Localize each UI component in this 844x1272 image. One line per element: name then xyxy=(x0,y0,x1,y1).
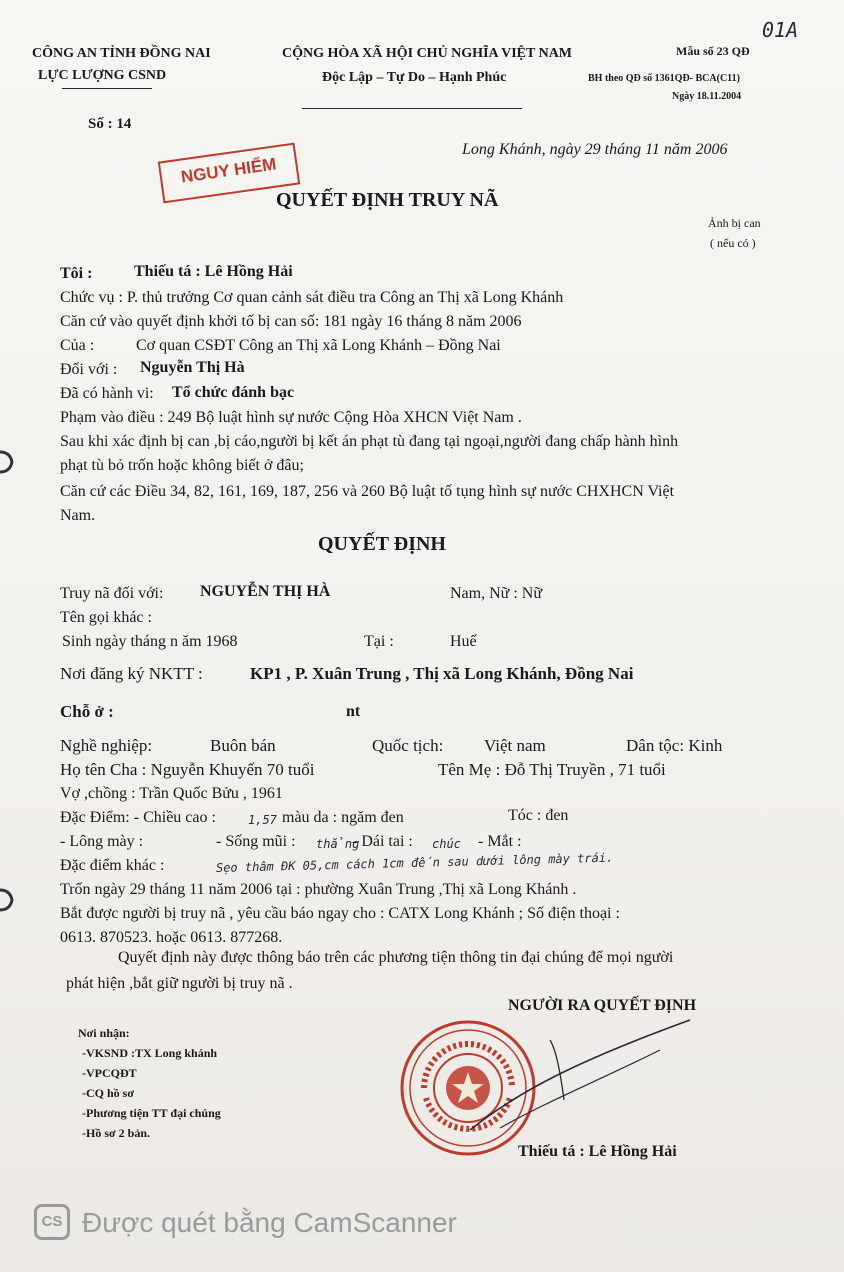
signer-name: Thiếu tá : Lê Hồng Hải xyxy=(518,1143,677,1160)
sinh-ngay: Sinh ngày tháng n ăm 1968 xyxy=(62,633,238,650)
nktt-label: Nơi đăng ký NKTT : xyxy=(60,664,203,683)
form-number: Mẫu số 23 QĐ xyxy=(676,44,750,58)
thong-bao-line2: phát hiện ,bắt giữ người bị truy nã . xyxy=(66,975,293,992)
agency-line2: LỰC LƯỢNG CSND xyxy=(38,68,167,83)
phones: 0613. 870523. hoặc 0613. 877268. xyxy=(60,929,283,946)
document-title: QUYẾT ĐỊNH TRUY NÃ xyxy=(276,189,499,211)
tron-ngay: Trốn ngày 29 tháng 11 năm 2006 tại : phường Xuân Trung ,Thị xã Long Khánh . xyxy=(60,881,577,898)
nghe-label: Nghề nghiệp: xyxy=(60,736,153,755)
song-mui: - Sống mũi : xyxy=(216,833,296,850)
camscanner-watermark: Được quét bằng CamScanner xyxy=(82,1207,457,1238)
recipient-item: -Phương tiện TT đại chúng xyxy=(82,1106,221,1120)
cho-o-value: nt xyxy=(346,703,361,720)
cho-o-label: Chỗ ở : xyxy=(60,702,114,721)
nghe-value: Buôn bán xyxy=(210,736,276,755)
gender: Nam, Nữ : Nữ xyxy=(450,585,542,602)
toc: Tóc : đen xyxy=(508,807,569,824)
doi-voi-label: Đối với : xyxy=(60,361,118,378)
decision-title: QUYẾT ĐỊNH xyxy=(318,533,446,555)
recipient-item: -VPCQĐT xyxy=(82,1066,137,1080)
danger-stamp: NGUY HIỂM xyxy=(158,143,301,204)
place-date: Long Khánh, ngày 29 tháng 11 năm 2006 xyxy=(462,141,728,158)
recipient-item: -CQ hồ sơ xyxy=(82,1086,134,1100)
quoc-tich-value: Việt nam xyxy=(484,736,546,755)
hanh-vi-value: Tổ chức đánh bạc xyxy=(172,384,295,401)
tai-value: Huế xyxy=(450,633,477,650)
thong-bao-line1: Quyết định này được thông báo trên các phương tiện thông tin đại chúng để mọi người xyxy=(118,949,674,966)
photo-label: Ảnh bị can xyxy=(708,216,761,230)
recipients-label: Nơi nhận: xyxy=(78,1026,130,1040)
father: Họ tên Cha : Nguyễn Khuyến 70 tuổi xyxy=(60,760,315,779)
form-date: Ngày 18.11.2004 xyxy=(672,91,742,102)
binder-clip-icon xyxy=(0,886,18,914)
can-cu-dieu-line2: Nam. xyxy=(60,507,96,524)
spouse: Vợ ,chồng : Trần Quốc Bửu , 1961 xyxy=(60,785,283,802)
cua-label: Của : xyxy=(60,337,95,354)
camscanner-logo-icon: CS xyxy=(34,1204,70,1240)
toi-value: Thiếu tá : Lê Hồng Hải xyxy=(134,263,293,280)
chieu-cao-handwritten: 1,57 xyxy=(248,813,277,827)
dan-toc: Dân tộc: Kinh xyxy=(626,736,723,755)
mother: Tên Mẹ : Đỗ Thị Truyền , 71 tuổi xyxy=(438,760,666,779)
agency-underline xyxy=(62,88,152,89)
doi-voi-value: Nguyễn Thị Hà xyxy=(140,359,245,376)
republic-underline xyxy=(302,108,522,109)
agency-line1: CÔNG AN TỈNH ĐỒNG NAI xyxy=(32,46,211,61)
dac-diem-prefix: Đặc Điểm: - Chiều cao : xyxy=(60,809,216,826)
binder-clip-icon xyxy=(0,448,18,476)
toi-label: Tôi : xyxy=(60,265,93,282)
recipient-item: -VKSND :TX Long khánh xyxy=(82,1046,218,1060)
dai-tai-handwritten: chúc xyxy=(432,837,461,851)
cua-value: Cơ quan CSĐT Công an Thị xã Long Khánh – Đồng Nai xyxy=(136,337,501,354)
can-cu-khoi-to: Căn cứ vào quyết định khởi tố bị can số: 181 ngày 16 tháng 8 năm 2006 xyxy=(60,313,522,330)
chuc-vu: Chức vụ : P. thủ trưởng Cơ quan cảnh sát điều tra Công an Thị xã Long Khánh xyxy=(60,289,564,306)
truy-na-label: Truy nã đối với: xyxy=(60,585,164,602)
dac-diem-khac-label: Đặc điểm khác : xyxy=(60,857,165,874)
corner-handwritten-note: 01A xyxy=(762,18,799,42)
bat-duoc: Bắt được người bị truy nã , yêu cầu báo ngay cho : CATX Long Khánh ; Số điện thoại : xyxy=(60,905,620,922)
recipient-item: -Hồ sơ 2 bản. xyxy=(82,1126,150,1140)
ten-goi-khac: Tên gọi khác : xyxy=(60,609,152,626)
truy-na-value: NGUYỄN THỊ HÀ xyxy=(200,583,331,600)
can-cu-dieu-line1: Căn cứ các Điều 34, 82, 161, 169, 187, 256 và 260 Bộ luật tố tụng hình sự nước CHXHCN Việt xyxy=(60,483,675,500)
signature-icon xyxy=(460,1010,700,1140)
dac-diem-khac-handwritten: Sẹo thâm ĐK 05,cm cách 1cm đến sau dưới lông mày trái. xyxy=(215,850,614,875)
republic-line1: CỘNG HÒA XÃ HỘI CHỦ NGHĨA VIỆT NAM xyxy=(282,46,573,61)
dai-tai: - Dái tai : xyxy=(352,833,413,850)
nktt-value: KP1 , P. Xuân Trung , Thị xã Long Khánh, Đồng Nai xyxy=(250,664,634,683)
form-basis: BH theo QĐ số 1361QĐ- BCA(C11) xyxy=(588,73,740,84)
mat: - Mắt : xyxy=(478,833,522,850)
long-may: - Lông mày : xyxy=(60,833,144,850)
tai-label: Tại : xyxy=(364,633,394,650)
song-mui-handwritten: thẳng xyxy=(316,837,360,851)
sau-khi-line1: Sau khi xác định bị can ,bị cáo,người bị kết án phạt tù đang tại ngoại,người đang chấp hành hình xyxy=(60,433,679,450)
republic-line2: Độc Lập – Tự Do – Hạnh Phúc xyxy=(322,70,507,85)
sau-khi-line2: phạt tù bỏ trốn hoặc không biết ở đâu; xyxy=(60,457,304,474)
hanh-vi-label: Đã có hành vi: xyxy=(60,385,154,402)
signature-title: NGƯỜI RA QUYẾT ĐỊNH xyxy=(508,997,697,1014)
quoc-tich-label: Quốc tịch: xyxy=(372,736,444,755)
pham-dieu: Phạm vào điều : 249 Bộ luật hình sự nước Cộng Hòa XHCN Việt Nam . xyxy=(60,409,522,426)
photo-label-note: ( nếu có ) xyxy=(710,236,756,250)
document-number: Số : 14 xyxy=(88,116,132,132)
mau-da: màu da : ngăm đen xyxy=(282,809,404,826)
